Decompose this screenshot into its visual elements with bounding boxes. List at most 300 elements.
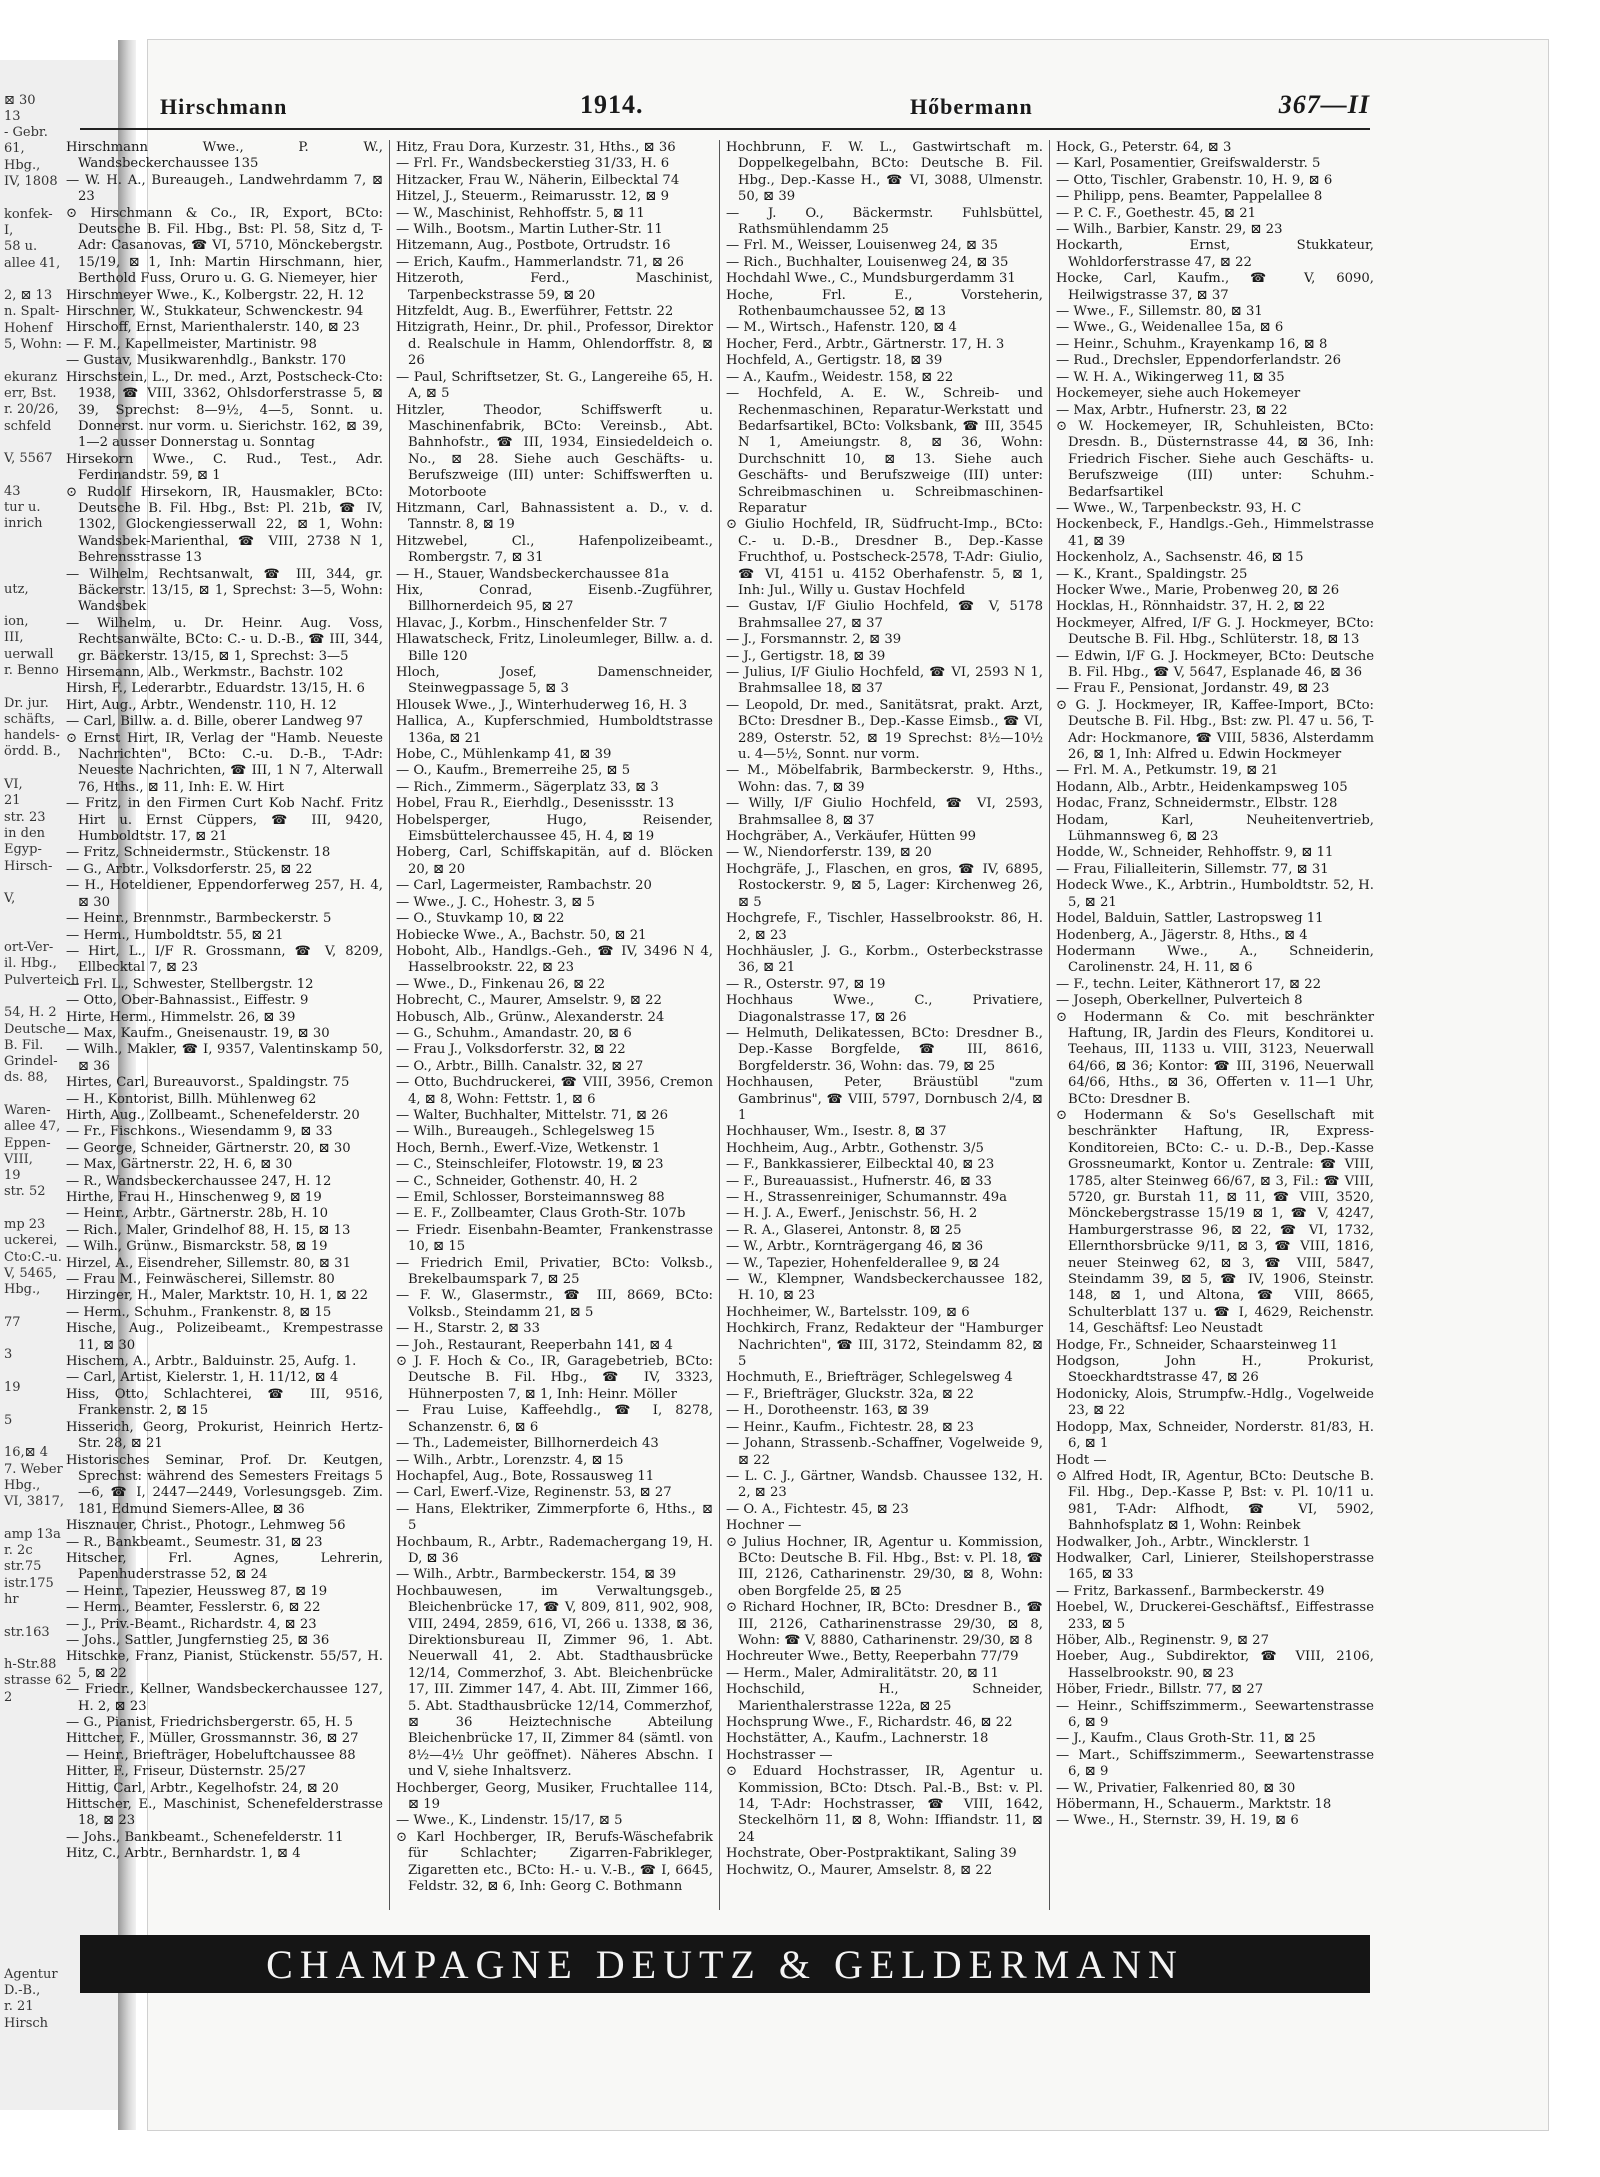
directory-entry: — F. M., Kapellmeister, Martinistr. 98: [66, 336, 317, 352]
directory-entry: — Frl. L., Schwester, Stellbergstr. 12: [66, 976, 314, 992]
directory-entry: Hitscher, Frl. Agnes, Lehrerin, Papenhuderstrasse 52, ⊠ 24: [66, 1550, 383, 1583]
directory-entry: Hock, G., Peterstr. 64, ⊠ 3: [1056, 140, 1232, 155]
directory-entry: — Frau M., Feinwäscherei, Sillemstr. 80: [66, 1272, 335, 1288]
directory-entry: — M., Wirtsch., Hafenstr. 120, ⊠ 4: [726, 320, 957, 336]
directory-entry: Hocker Wwe., Marie, Probenweg 20, ⊠ 26: [1056, 582, 1340, 598]
directory-entry: Hodgson, John H., Prokurist, Stoeckhardtstrasse 47, ⊠ 26: [1056, 1354, 1374, 1386]
directory-entry: Hochhaus Wwe., C., Privatiere, Diagonalstrasse 17, ⊠ 26: [726, 993, 1043, 1025]
directory-entry: Hirschoff, Ernst, Marienthalerstr. 140, ⊠ 23: [66, 320, 360, 336]
directory-entry: — H., Stauer, Wandsbeckerchaussee 81a: [396, 566, 670, 582]
directory-entry: — Julius, I/F Giulio Hochfeld, ☎ VI, 2593 N 1, Brahmsallee 18, ⊠ 37: [726, 665, 1043, 697]
directory-entry: — Gustav, Musikwarenhdlg., Bankstr. 170: [66, 353, 347, 369]
directory-entry: Hisserich, Georg, Prokurist, Heinrich Hertz-Str. 28, ⊠ 21: [66, 1419, 383, 1452]
directory-entry: Hochkirch, Franz, Redakteur der "Hamburger Nachrichten", ☎ III, 3172, Steindamm 82, ⊠ 5: [726, 1321, 1043, 1370]
directory-entry: Hockemeyer, siehe auch Hokemeyer: [1056, 386, 1301, 402]
directory-entry: Hirschner, W., Stukkateur, Schwenckestr. 94: [66, 304, 364, 320]
directory-entry: — Fritz, Barkassenf., Barmbeckerstr. 49: [1056, 1583, 1325, 1599]
directory-entry: Hitzemann, Aug., Postbote, Ortrudstr. 16: [396, 238, 671, 254]
directory-entry: ⊙ Julius Hochner, IR, Agentur u. Kommission, BCto: Deutsche B. Fil. Hbg., Bst: v. Pl. 18, ☎ III, 2126, Catharinenstr. 29/30, ⊠ 8, Wohn: oben Borgfelde 25, ⊠ 25: [726, 1534, 1043, 1599]
directory-entry: — K., Krant., Spaldingstr. 25: [1056, 566, 1248, 582]
directory-entry: — Max, Kaufm., Gneisenaustr. 19, ⊠ 30: [66, 1025, 330, 1041]
directory-entry: — Leopold, Dr. med., Sanitätsrat, prakt. Arzt, BCto: Dresdner B., Dep.-Kasse Eimsb., ☎ VI, 289, Osterstr. 52, ⊠ 19 Sprechst: 8½—10½ u. 4—5½, Sonnt. nur vorm.: [726, 697, 1043, 763]
previous-page-text-fragment: Hirsch-: [4, 858, 53, 874]
directory-entry: Hodam, Karl, Neuheitenvertrieb, Lühmannsweg 6, ⊠ 23: [1056, 812, 1374, 845]
directory-entry: Hochsprung Wwe., F., Richardstr. 46, ⊠ 22: [726, 1715, 1013, 1730]
directory-entry: — H., Starstr. 2, ⊠ 33: [396, 1321, 541, 1337]
directory-entry: Hische, Aug., Polizeibeamt., Krempestrasse 11, ⊠ 30: [66, 1321, 383, 1353]
previous-page-text-fragment: Agentur: [4, 1966, 58, 1982]
directory-entry: Hodde, W., Schneider, Rehhoffstr. 9, ⊠ 11: [1056, 845, 1334, 861]
directory-entry: Hodwalker, Carl, Linierer, Steilshoperstrasse 165, ⊠ 33: [1056, 1550, 1374, 1583]
directory-entry: — Joseph, Oberkellner, Pulverteich 8: [1056, 993, 1303, 1009]
previous-page-text-fragment: 2: [4, 1689, 13, 1705]
directory-entry: Hoboht, Alb., Handlgs.-Geh., ☎ IV, 3496 N 4, Hasselbrookstr. 22, ⊠ 23: [396, 943, 713, 976]
directory-entry: — W., Maschinist, Rehhoffstr. 5, ⊠ 11: [396, 205, 645, 221]
previous-page-text-fragment: ion,: [4, 614, 29, 630]
directory-entry: Hobusch, Alb., Grünw., Alexanderstr. 24: [396, 1009, 665, 1025]
directory-entry: Hockarth, Ernst, Stukkateur, Wohldorferstrasse 47, ⊠ 22: [1056, 238, 1374, 270]
column-3: [720, 140, 1050, 1910]
directory-entry: — Hirt, L., I/F R. Grossmann, ☎ V, 8209, Ellbecktal 7, ⊠ 23: [66, 943, 383, 976]
directory-entry: — Carl, Billw. a. d. Bille, oberer Landweg 97: [66, 714, 364, 730]
column-2: [390, 140, 720, 1910]
directory-entry: — Frau, Filialleiterin, Sillemstr. 77, ⊠ 31: [1056, 861, 1329, 877]
directory-entry: — J., Gertigstr. 18, ⊠ 39: [726, 648, 886, 664]
previous-page-text-fragment: Deutsche: [4, 1021, 66, 1037]
previous-page-text-fragment: h-Str.88: [4, 1657, 57, 1673]
previous-page-text-fragment: 58 u.: [4, 239, 38, 255]
previous-page-text-fragment: VI, 3817,: [4, 1494, 65, 1510]
directory-entry: ⊙ Hodermann & Co. mit beschränkter Haftung, IR, Jardin des Fleurs, Konditorei u. Teehaus, III, 1133 u. VIII, 3123, Neuerwall 64/66, ⊠ 36; Kontor: ☎ III, 3196, Neuerwall 64/66, Hths., ⊠ 36, Offerten v. 11—1 Uhr, BCto: Dresdner B.: [1056, 1009, 1374, 1107]
directory-entry: Hochgrefe, F., Tischler, Hasselbrookstr. 86, H. 2, ⊠ 23: [726, 911, 1043, 943]
previous-page-text-fragment: 13: [4, 108, 21, 124]
previous-page-text-fragment: 2, ⊠ 13: [4, 288, 53, 304]
directory-entry: Hitzwebel, Cl., Hafenpolizeibeamt., Rombergstr. 7, ⊠ 31: [396, 533, 713, 566]
directory-entry: Hloch, Josef, Damenschneider, Steinwegpassage 5, ⊠ 3: [396, 665, 713, 697]
directory-entry: Hitz, C., Arbtr., Bernhardstr. 1, ⊠ 4: [66, 1846, 301, 1862]
directory-entry: Hoebel, W., Druckerei-Geschäftsf., Eiffestrasse 233, ⊠ 5: [1056, 1600, 1374, 1632]
directory-entry: Hirzel, A., Eisendreher, Sillemstr. 80, ⊠ 31: [66, 1255, 351, 1271]
directory-entry: Hitzfeldt, Aug. B., Ewerführer, Fettstr. 22: [396, 304, 674, 320]
directory-entry: Hodge, Fr., Schneider, Schaarsteinweg 11: [1056, 1337, 1339, 1353]
directory-entry: Hirsemann, Alb., Werkmstr., Bachstr. 102: [66, 665, 344, 680]
directory-entry: ⊙ J. F. Hoch & Co., IR, Garagebetrieb, BCto: Deutsche B. Fil. Hbg., ☎ IV, 3323, Hühnerposten 7, ⊠ 1, Inh: Heinr. Möller: [396, 1354, 713, 1402]
previous-page-text-fragment: uckerei,: [4, 1233, 58, 1249]
directory-entry: — Carl, Ewerf.-Vize, Reginenstr. 53, ⊠ 27: [396, 1485, 672, 1501]
previous-page-text-fragment: V, 5567: [4, 451, 53, 467]
directory-entry: Hoch, Bernh., Ewerf.-Vize, Wetkenstr. 1: [396, 1140, 661, 1156]
directory-entry: — Wwe., G., Weidenallee 15a, ⊠ 6: [1056, 320, 1284, 336]
directory-entry: — Otto, Buchdruckerei, ☎ VIII, 3956, Cremon 4, ⊠ 8, Wohn: Fettstr. 1, ⊠ 6: [396, 1075, 713, 1107]
directory-entry: — Carl, Lagermeister, Rambachstr. 20: [396, 878, 652, 894]
previous-page-text-fragment: ds. 88,: [4, 1070, 48, 1086]
directory-entry: — W., Klempner, Wandsbeckerchaussee 182, H. 10, ⊠ 23: [726, 1272, 1043, 1304]
previous-page-text-fragment: Hbg.,: [4, 1282, 41, 1298]
previous-page-text-fragment: utz,: [4, 581, 29, 597]
previous-page-text-fragment: schfeld: [4, 418, 52, 434]
directory-entry: — O., Stuvkamp 10, ⊠ 22: [396, 911, 565, 927]
directory-entry: — Edwin, I/F G. J. Hockmeyer, BCto: Deutsche B. Fil. Hbg., ☎ V, 5647, Esplanade 46, ⊠ 36: [1056, 648, 1374, 680]
directory-entry: Hirte, Herm., Himmelstr. 26, ⊠ 39: [66, 1009, 296, 1025]
directory-entry: Hodeck Wwe., K., Arbtrin., Humboldtstr. 52, H. 5, ⊠ 21: [1056, 878, 1374, 910]
directory-entry: Höbermann, H., Schauerm., Marktstr. 18: [1056, 1797, 1332, 1813]
directory-entry: Hlawatscheck, Fritz, Linoleumleger, Billw. a. d. Bille 120: [396, 632, 713, 664]
previous-page-text-fragment: hr: [4, 1591, 19, 1607]
directory-entry: — R., Wandsbeckerchaussee 247, H. 12: [66, 1173, 332, 1189]
previous-page-text-fragment: 7. Weber: [4, 1461, 63, 1477]
previous-page-text-fragment: mp 23: [4, 1217, 46, 1233]
previous-page-text-fragment: VI,: [4, 777, 23, 793]
directory-entry: Hobrecht, C., Maurer, Amselstr. 9, ⊠ 22: [396, 993, 662, 1009]
directory-entry: — H., Dorotheenstr. 163, ⊠ 39: [726, 1403, 929, 1419]
directory-entry: — J. O., Bäckermstr. Fuhlsbüttel, Rathsmühlendamm 25: [726, 205, 1043, 238]
directory-entry: — Philipp, pens. Beamter, Pappelallee 8: [1056, 189, 1323, 205]
directory-entry: — Herm., Humboldtstr. 55, ⊠ 21: [66, 927, 284, 943]
directory-entry: Hockmeyer, Alfred, I/F G. J. Hockmeyer, BCto: Deutsche B. Fil. Hbg., Schlüterstr. 18, ⊠ 13: [1056, 615, 1374, 648]
directory-entry: Hobe, C., Mühlenkamp 41, ⊠ 39: [396, 747, 612, 763]
directory-entry: ⊙ Giulio Hochfeld, IR, Südfrucht-Imp., BCto: C.- u. D.-B., Dresdner B., Dep.-Kasse Fruchthof, u. Postscheck-2578, T-Adr: Giulio, ☎ VI, 4151 u. 4152 Oberhafenstr. 5, ⊠ 1, Inh: Jul., Willy u. Gustav Hochfeld: [726, 517, 1043, 598]
directory-entry: Hirzinger, H., Maler, Marktstr. 10, H. 1, ⊠ 22: [66, 1288, 368, 1304]
directory-entry: — W., Niendorferstr. 139, ⊠ 20: [726, 845, 932, 861]
directory-entry: Hodopp, Max, Schneider, Norderstr. 81/83, H. 6, ⊠ 1: [1056, 1419, 1374, 1452]
directory-entry: — G., Pianist, Friedrichsbergerstr. 65, H. 5: [66, 1715, 354, 1730]
directory-entry: Hodel, Balduin, Sattler, Lastropsweg 11: [1056, 911, 1324, 927]
previous-page-text-fragment: I,: [4, 222, 14, 238]
directory-entry: — C., Schneider, Gothenstr. 40, H. 2: [396, 1173, 638, 1189]
previous-page-text-fragment: Hbg.,: [4, 1477, 41, 1493]
directory-entry: — W., Privatier, Falkenried 80, ⊠ 30: [1056, 1780, 1296, 1796]
previous-page-text-fragment: istr.175: [4, 1575, 54, 1591]
directory-entry: — Frau J., Volksdorferstr. 32, ⊠ 22: [396, 1042, 626, 1058]
directory-entry: Hirsekorn Wwe., C. Rud., Test., Adr. Ferdinandstr. 59, ⊠ 1: [66, 451, 383, 484]
directory-entry: Höber, Friedr., Billstr. 77, ⊠ 27: [1056, 1682, 1264, 1698]
directory-entry: Hitschke, Franz, Pianist, Stückenstr. 55/57, H. 5, ⊠ 22: [66, 1649, 383, 1681]
directory-entry: Hittscher, E., Maschinist, Schenefelderstrasse 18, ⊠ 23: [66, 1797, 383, 1829]
previous-page-text-fragment: Grindel-: [4, 1054, 58, 1070]
directory-entry: Hochhauser, Wm., Isestr. 8, ⊠ 37: [726, 1124, 947, 1140]
previous-page-text-fragment: 5: [4, 1412, 13, 1428]
previous-page-text-fragment: V, 5465,: [4, 1265, 57, 1281]
previous-page-text-fragment: r. 20/26,: [4, 402, 59, 418]
directory-entry: — O., Kaufm., Bremerreihe 25, ⊠ 5: [396, 763, 631, 779]
directory-entry: — Heinr., Tapezier, Heussweg 87, ⊠ 19: [66, 1583, 328, 1599]
previous-page-text-fragment: strasse 62: [4, 1673, 72, 1689]
directory-entry: Hisznauer, Christ., Photogr., Lehmweg 56: [66, 1518, 346, 1534]
directory-entry: Hobiecke Wwe., A., Bachstr. 50, ⊠ 21: [396, 927, 647, 943]
directory-entry: Hirschstein, L., Dr. med., Arzt, Postscheck-Cto: 1938, ☎ VIII, 3362, Ohlsdorferstrasse 5, ⊠ 39, Sprechst: 8—9½, 4—5, Sonnt. u. Donnerst. nur vorm. u. Sierichstr. 162, ⊠ 39, 1—2 ausser Donnerstag u. Sonntag: [66, 369, 383, 451]
previous-page-text-fragment: 61,: [4, 141, 25, 157]
directory-entry: Hochheim, Aug., Arbtr., Gothenstr. 3/5: [726, 1140, 984, 1156]
directory-entry: ⊙ Karl Hochberger, IR, Berufs-Wäschefabrik für Schlachter; Zigarren-Fabrikleger, Zigaretten etc., BCto: H.- u. V.-B., ☎ I, 6645, Feldstr. 32, ⊠ 6, Inh: Georg C. Bothmann: [396, 1829, 713, 1895]
previous-page-text-fragment: ⊠ 30: [4, 92, 36, 108]
directory-entry: — W., Tapezier, Hohenfelderallee 9, ⊠ 24: [726, 1255, 1000, 1271]
directory-entry: ⊙ Hirschmann & Co., IR, Export, BCto: Deutsche B. Fil. Hbg., Bst: Pl. 58, Sitz d, T-Adr: Casanovas, ☎ VI, 5710, Mönckebergstr. 15/19, ⊠ 1, Inh: Martin Hirschmann, hier, Berthold Fuss, Oruro u. G. G. Niemeyer, hier: [66, 205, 383, 287]
previous-page-text-fragment: schäfts,: [4, 711, 55, 727]
directory-entry: — J., Priv.-Beamt., Richardstr. 4, ⊠ 23: [66, 1616, 317, 1632]
directory-entry: Hitzmann, Carl, Bahnassistent a. D., v. d. Tannstr. 8, ⊠ 19: [396, 500, 713, 533]
previous-page-text-fragment: uerwall: [4, 646, 54, 662]
directory-entry: — O., Arbtr., Billh. Canalstr. 32, ⊠ 27: [396, 1058, 644, 1074]
directory-entry: — Paul, Schriftsetzer, St. G., Langereihe 65, H. A, ⊠ 5: [396, 369, 713, 402]
header-year: 1914.: [580, 90, 644, 119]
directory-entry: — Otto, Ober-Bahnassist., Eiffestr. 9: [66, 993, 309, 1009]
previous-page-text-fragment: Egyp-: [4, 842, 42, 858]
previous-page-text-fragment: r. 21: [4, 1999, 34, 2015]
previous-page-text-fragment: str. 52: [4, 1184, 46, 1200]
previous-page-text-fragment: 43: [4, 483, 21, 499]
previous-page-text-fragment: 77: [4, 1314, 21, 1330]
directory-entry: — C., Steinschleifer, Flotowstr. 19, ⊠ 23: [396, 1157, 664, 1173]
directory-entry: — L. C. J., Gärtner, Wandsb. Chaussee 132, H. 2, ⊠ 23: [726, 1468, 1043, 1501]
previous-page-text-fragment: - Gebr.: [4, 125, 48, 141]
directory-entry: — H., Strassenreiniger, Schumannstr. 49a: [726, 1190, 1008, 1205]
previous-page-text-fragment: B. Fil.: [4, 1037, 44, 1053]
previous-page-text-fragment: V,: [4, 891, 16, 907]
previous-page-text-fragment: ördd. B.,: [4, 744, 61, 760]
directory-entry: — Karl, Posamentier, Greifswalderstr. 5: [1056, 156, 1321, 172]
directory-entry: — H. J. A., Ewerf., Jenischstr. 56, H. 2: [726, 1206, 978, 1222]
previous-page-text-fragment: ort-Ver-: [4, 940, 54, 956]
directory-entry: — Gustav, I/F Giulio Hochfeld, ☎ V, 5178 Brahmsallee 27, ⊠ 37: [726, 599, 1043, 631]
directory-entry: — Heinr., Arbtr., Gärtnerstr. 28b, H. 10: [66, 1206, 329, 1222]
directory-entry: Hirtes, Carl, Bureauvorst., Spaldingstr. 75: [66, 1075, 350, 1091]
directory-entry: Hoche, Frl. E., Vorsteherin, Rothenbaumchaussee 52, ⊠ 13: [726, 287, 1043, 320]
previous-page-text-fragment: str. 23: [4, 809, 46, 825]
directory-entry: — Herm., Beamter, Fesslerstr. 6, ⊠ 22: [66, 1600, 321, 1616]
directory-entry: Hlavac, J., Korbm., Hinschenfelder Str. 7: [396, 615, 668, 631]
directory-entry: Historisches Seminar, Prof. Dr. Keutgen, Sprechst: während des Semesters Freitags 5—6, ☎ I, 2447—2449, Vorlesungsgeb. Zim. 181, Edmund Siemers-Allee, ⊠ 36: [66, 1452, 383, 1517]
directory-entry: — Wwe., K., Lindenstr. 15/17, ⊠ 5: [396, 1813, 623, 1829]
directory-entry: Hobel, Frau R., Eierhdlg., Desenissstr. 13: [396, 796, 675, 812]
directory-entry: — Max, Arbtr., Hufnerstr. 23, ⊠ 22: [1056, 402, 1288, 418]
directory-entry: Hochfeld, A., Gertigstr. 18, ⊠ 39: [726, 353, 943, 369]
previous-page-text-fragment: [0, 1918, 118, 1934]
directory-entry: — Fritz, in den Firmen Curt Kob Nachf. Fritz Hirt u. Ernst Cüppers, ☎ III, 9420, Humboldtstr. 17, ⊠ 21: [66, 796, 383, 845]
column-1: [60, 140, 390, 1910]
page-number: 367—II: [1278, 90, 1370, 119]
directory-entry: — Friedr. Eisenbahn-Beamter, Frankenstrasse 10, ⊠ 15: [396, 1222, 713, 1255]
directory-entry: Hockenholz, A., Sachsenstr. 46, ⊠ 15: [1056, 550, 1304, 566]
directory-entry: — G., Schuhm., Amandastr. 20, ⊠ 6: [396, 1025, 632, 1041]
directory-entry: ⊙ Alfred Hodt, IR, Agentur, BCto: Deutsche B. Fil. Hbg., Dep.-Kasse P, Bst: v. Pl. 10/11 u. 981, T-Adr: Alfhodt, ☎ VI, 5902, Bahnhofsplatz ⊠ 1, Wohn: Reinbek: [1056, 1468, 1374, 1534]
previous-page-text-fragment: [0, 60, 118, 76]
directory-entry: — Frau F., Pensionat, Jordanstr. 49, ⊠ 23: [1056, 681, 1330, 697]
directory-entry: — Rich., Buchhalter, Louisenweg 24, ⊠ 35: [726, 254, 1009, 270]
directory-entry: — Helmuth, Delikatessen, BCto: Dresdner B., Dep.-Kasse Borgfelde, ☎ III, 8616, Borgfelderstr. 36, Wohn: das. 79, ⊠ 25: [726, 1025, 1043, 1074]
directory-entry: Hitzler, Theodor, Schiffswerft u. Maschinenfabrik, BCto: Vereinsb., Abt. Bahnhofstr., ☎ III, 1934, Einsiedeldeich o. No., ⊠ 28. Siehe auch Geschäfts- u. Berufszweige (III) unter: Schiffswerften u. Motorboote: [396, 402, 713, 500]
previous-page-text-fragment: amp 13a: [4, 1526, 61, 1542]
directory-entry: ⊙ Richard Hochner, IR, BCto: Dresdner B., ☎ III, 2126, Catharinenstrasse 29/30, ⊠ 8, Wohn: ☎ V, 8880, Catharinenstr. 29/30, ⊠ 8: [726, 1600, 1043, 1648]
directory-entry: — Otto, Tischler, Grabenstr. 10, H. 9, ⊠ 6: [1056, 172, 1333, 188]
directory-entry: Hochgräber, A., Verkäufer, Hütten 99: [726, 829, 977, 845]
directory-entry: Hochreuter Wwe., Betty, Reeperbahn 77/79: [726, 1649, 1019, 1665]
directory-entry: — Rich., Maler, Grindelhof 88, H. 15, ⊠ 13: [66, 1222, 351, 1238]
directory-entry: Hitzeroth, Ferd., Maschinist, Tarpenbeckstrasse 59, ⊠ 20: [396, 271, 713, 303]
previous-page-text-fragment: allee 47,: [4, 1119, 61, 1135]
directory-entry: Hodwalker, Joh., Arbtr., Wincklerstr. 1: [1056, 1534, 1312, 1550]
directory-entry: Hodermann Wwe., A., Schneiderin, Carolinenstr. 24, H. 11, ⊠ 6: [1056, 943, 1374, 976]
previous-page-text-fragment: IV, 1808: [4, 174, 58, 190]
directory-entry: Hochdahl Wwe., C., Mundsburgerdamm 31: [726, 271, 1016, 287]
directory-entry: Hochgräfe, J., Flaschen, en gros, ☎ IV, 6895, Rostockerstr. 9, ⊠ 5, Lager: Kirchenweg 26, ⊠ 5: [726, 861, 1043, 910]
directory-entry: Hirsh, F., Lederarbtr., Eduardstr. 13/15, H. 6: [66, 681, 365, 697]
directory-entry: Hirthe, Frau H., Hinschenweg 9, ⊠ 19: [66, 1190, 322, 1205]
previous-page-text-fragment: inrich: [4, 516, 43, 532]
directory-entry: — Joh., Restaurant, Reeperbahn 141, ⊠ 4: [396, 1337, 673, 1353]
directory-entry: Hocke, Carl, Kaufm., ☎ V, 6090, Heilwigstrasse 37, ⊠ 37: [1056, 271, 1374, 303]
directory-entry: — Wwe., H., Sternstr. 39, H. 19, ⊠ 6: [1056, 1813, 1299, 1829]
directory-entry: Hochbaum, R., Arbtr., Rademachergang 19, H. D, ⊠ 36: [396, 1534, 713, 1566]
directory-entry: — A., Kaufm., Weidestr. 158, ⊠ 22: [726, 369, 954, 385]
previous-page-text-fragment: Eppen-: [4, 1135, 51, 1151]
directory-entry: Hitzacker, Frau W., Näherin, Eilbecktal 74: [396, 172, 680, 188]
directory-entry: — Heinr., Brennmstr., Barmbeckerstr. 5: [66, 911, 332, 927]
directory-entry: Hodt —: [1056, 1452, 1107, 1468]
directory-entry: — Fr., Fischkons., Wiesendamm 9, ⊠ 33: [66, 1124, 333, 1140]
directory-entry: Hirt, Aug., Arbtr., Wendenstr. 110, H. 12: [66, 697, 337, 713]
directory-entry: — R., Osterstr. 97, ⊠ 19: [726, 976, 886, 992]
directory-entry: Hochstätter, A., Kaufm., Lachnerstr. 18: [726, 1731, 989, 1747]
directory-entry: — Frl. Fr., Wandsbeckerstieg 31/33, H. 6: [396, 156, 670, 172]
directory-entry: — Wilhelm, Rechtsanwalt, ☎ III, 344, gr. Bäckerstr. 13/15, ⊠ 1, Sprechst: 3—5, Wohn: Wandsbek: [66, 566, 383, 615]
previous-page-text-fragment: 5, Wohn:: [4, 337, 62, 353]
directory-entry: — Heinr., Kaufm., Fichtestr. 28, ⊠ 23: [726, 1419, 974, 1435]
directory-entry: — F., Bankkassierer, Eilbecktal 40, ⊠ 23: [726, 1157, 995, 1173]
directory-entry: — Wilh., Bureaugeh., Schlegelsweg 15: [396, 1124, 655, 1140]
directory-entry: Hochstrate, Ober-Postpraktikant, Saling 39: [726, 1846, 1017, 1862]
directory-entry: — Wilhelm, u. Dr. Heinr. Aug. Voss, Rechtsanwälte, BCto: C.- u. D.-B., ☎ III, 344, gr. Bäckerstr. 13/15, ⊠ 1, Sprechst: 3—5: [66, 615, 383, 664]
directory-entry: — E. F., Zollbeamter, Claus Groth-Str. 107b: [396, 1206, 686, 1222]
directory-entry: — Mart., Schiffszimmerm., Seewartenstrasse 6, ⊠ 9: [1056, 1747, 1374, 1780]
directory-entry: ⊙ Ernst Hirt, IR, Verlag der "Hamb. Neueste Nachrichten", BCto: C.-u. D.-B., T-Adr: Neueste Nachrichten, ☎ III, 1 N 7, Alterwall 76, Hths., ⊠ 11, Inh: E. W. Hirt: [66, 730, 383, 795]
directory-entry: Hochbrunn, F. W. L., Gastwirtschaft m. Doppelkegelbahn, BCto: Deutsche B. Fil. Hbg., Dep.-Kasse H., ☎ VI, 3088, Ulmenstr. 50, ⊠ 39: [726, 140, 1043, 205]
directory-entry: — Wilh., Arbtr., Barmbeckerstr. 154, ⊠ 39: [396, 1567, 677, 1583]
previous-page-text-fragment: 19: [4, 1168, 21, 1184]
previous-page-text-fragment: konfek-: [4, 206, 53, 222]
previous-page-text-fragment: Dr. jur.: [4, 695, 49, 711]
previous-page-text-fragment: Hohenf: [4, 320, 53, 336]
directory-entry: Hoeber, Aug., Subdirektor, ☎ VIII, 2106, Hasselbrookstr. 90, ⊠ 23: [1056, 1649, 1374, 1681]
directory-entry: — George, Schneider, Gärtnerstr. 20, ⊠ 30: [66, 1140, 351, 1156]
directory-entry: Hodenberg, A., Jägerstr. 8, Hths., ⊠ 4: [1056, 927, 1308, 943]
column-4: [1050, 140, 1380, 1910]
directory-entry: — Wwe., D., Finkenau 26, ⊠ 22: [396, 976, 606, 992]
directory-entry: Hochwitz, O., Maurer, Amselstr. 8, ⊠ 22: [726, 1862, 993, 1878]
directory-entry: — R. A., Glaserei, Antonstr. 8, ⊠ 25: [726, 1222, 962, 1238]
previous-page-text-fragment: r. Benno: [4, 662, 59, 678]
directory-entry: — J., Forsmannstr. 2, ⊠ 39: [726, 632, 902, 648]
directory-entry: Hix, Conrad, Eisenb.-Zugführer, Billhornerdeich 95, ⊠ 27: [396, 582, 713, 615]
previous-page-text-fragment: Hirsch: [4, 2015, 49, 2031]
directory-entry: — F., Briefträger, Gluckstr. 32a, ⊠ 22: [726, 1386, 974, 1402]
directory-entry: — Wwe., W., Tarpenbeckstr. 93, H. C: [1056, 500, 1302, 516]
directory-entry: Hittcher, F., Müller, Grossmannstr. 36, ⊠ 27: [66, 1731, 359, 1747]
previous-page-text-fragment: tur u.: [4, 500, 41, 516]
directory-entry: — Wilh., Barbier, Kanstr. 29, ⊠ 23: [1056, 222, 1283, 238]
directory-entry: — Friedrich Emil, Privatier, BCto: Volksb., Brekelbaumspark 7, ⊠ 25: [396, 1255, 713, 1288]
previous-page-text-fragment: III,: [4, 630, 24, 646]
directory-entry: — R., Bankbeamt., Seumestr. 31, ⊠ 23: [66, 1534, 323, 1550]
directory-entry: Hockenbeck, F., Handlgs.-Geh., Himmelstrasse 41, ⊠ 39: [1056, 517, 1374, 549]
directory-entry: — Emil, Schlosser, Borsteimannsweg 88: [396, 1190, 665, 1205]
directory-entry: — Wwe., F., Sillemstr. 80, ⊠ 31: [1056, 304, 1263, 320]
directory-entry: Hochmuth, E., Briefträger, Schlegelsweg 4: [726, 1370, 1013, 1386]
previous-page-text-fragment: il. Hbg.,: [4, 956, 57, 972]
directory-entry: Hochhäusler, J. G., Korbm., Osterbeckstrasse 36, ⊠ 21: [726, 943, 1043, 976]
directory-entry: — Herm., Maler, Admiralitätstr. 20, ⊠ 11: [726, 1665, 999, 1681]
directory-entry: Hallica, A., Kupferschmied, Humboldtstrasse 136a, ⊠ 21: [396, 714, 713, 746]
directory-entry: — Hans, Elektriker, Zimmerpforte 6, Hths., ⊠ 5: [396, 1501, 713, 1534]
directory-entry: — G., Arbtr., Volksdorferstr. 25, ⊠ 22: [66, 861, 313, 877]
previous-page-text-fragment: 19: [4, 1380, 21, 1396]
directory-entry: — H., Kontorist, Billh. Mühlenweg 62: [66, 1091, 317, 1107]
previous-page-text-fragment: allee 41,: [4, 255, 61, 271]
directory-entry: Hodac, Franz, Schneidermstr., Elbstr. 128: [1056, 796, 1338, 812]
previous-page-text-fragment: 21: [4, 793, 21, 809]
directory-entry: — Wilh., Bootsm., Martin Luther-Str. 11: [396, 222, 663, 238]
directory-entry: — Frl. M. A., Petkumstr. 19, ⊠ 21: [1056, 763, 1279, 779]
directory-entry: Hochapfel, Aug., Bote, Rossausweg 11: [396, 1468, 655, 1484]
directory-entry: — Willy, I/F Giulio Hochfeld, ☎ VI, 2593, Brahmsallee 8, ⊠ 37: [726, 796, 1043, 828]
directory-columns: [60, 140, 1380, 1910]
directory-entry: — M., Möbelfabrik, Barmbeckerstr. 9, Hths., Wohn: das. 7, ⊠ 39: [726, 763, 1043, 795]
header-right-keyword: Hőbermann: [910, 94, 1033, 119]
directory-entry: Hischem, A., Arbtr., Balduinstr. 25, Aufg. 1.: [66, 1354, 357, 1370]
previous-page-text-fragment: Cto:C.-u.: [4, 1249, 62, 1265]
directory-entry: Hochstrasser —: [726, 1747, 833, 1763]
directory-entry: — Wilh., Arbtr., Lorenzstr. 4, ⊠ 15: [396, 1452, 624, 1468]
previous-page-text-fragment: Waren-: [4, 1103, 51, 1118]
directory-entry: Hochschild, H., Schneider, Marienthalerstrasse 122a, ⊠ 25: [726, 1682, 1043, 1714]
directory-entry: — J., Kaufm., Claus Groth-Str. 11, ⊠ 25: [1056, 1731, 1316, 1747]
directory-entry: ⊙ Eduard Hochstrasser, IR, Agentur u. Kommission, BCto: Dtsch. Pal.-B., Bst: v. Pl. 14, T-Adr: Hochstrasser, ☎ VIII, 1642, Steckelhörn 11, ⊠ 8, Wohn: Iffiandstr. 11, ⊠ 24: [726, 1764, 1043, 1845]
directory-entry: — W. H. A., Wikingerweg 11, ⊠ 35: [1056, 369, 1285, 385]
previous-page-text-fragment: 3: [4, 1347, 13, 1363]
previous-page-text-fragment: str.163: [4, 1624, 50, 1640]
directory-entry: Hitz, Frau Dora, Kurzestr. 31, Hths., ⊠ 36: [396, 140, 676, 155]
directory-entry: ⊙ Hodermann & So's Gesellschaft mit beschränkter Haftung, IR, Express-Konditoreien, BCto: C.- u. D.-B., Dep.-Kasse Grossneumarkt, Kontor u. Zentrale: ☎ VIII, 1785, alter Steinweg 66/67, ⊠ 3, Fil.: ☎ VIII, 5720, gr. Burstah 11, ⊠ 11, ☎ VIII, 3520, Mönckebergstrasse 15/19 ⊠ 1, ☎ V, 4247, Hamburgerstrasse 96, ⊠ 22, ☎ VI, 1732, Ellernthorsbrücke 9/11, ⊠ 3, ☎ VIII, 1816, neuer Steinweg 62, ⊠ 3, ☎ VIII, 5847, Steindamm 39, ⊠ 5, ☎ IV, 1906, Steinstr. 148, ⊠ 1, und Altona, ☎ VIII, 8665, Schulterblatt 137 u. ☎ I, 4629, Reichenstr. 14, Geschäftsf: Leo Neustadt: [1056, 1107, 1374, 1337]
directory-entry: Hiss, Otto, Schlachterei, ☎ III, 9516, Frankenstr. 2, ⊠ 15: [66, 1386, 383, 1419]
directory-entry: — W., Arbtr., Kornträgergang 46, ⊠ 36: [726, 1239, 984, 1255]
previous-page-text-fragment: VIII,: [4, 1151, 33, 1167]
previous-page-text-fragment: D.-B.,: [4, 1983, 41, 1999]
previous-page-text-fragment: Pulverteich: [4, 972, 80, 988]
previous-page-text-fragment: in den: [4, 825, 46, 841]
previous-page-text-fragment: n. Spalt-: [4, 304, 60, 320]
directory-entry: Hitzel, J., Steuerm., Reimarusstr. 12, ⊠ 9: [396, 189, 670, 205]
directory-entry: — Walter, Buchhalter, Mittelstr. 71, ⊠ 26: [396, 1107, 669, 1123]
directory-entry: Hobelsperger, Hugo, Reisender, Eimsbüttelerchaussee 45, H. 4, ⊠ 19: [396, 812, 713, 845]
directory-entry: — O. A., Fichtestr. 45, ⊠ 23: [726, 1501, 909, 1517]
header-left-keyword: Hirschmann: [160, 94, 288, 119]
directory-entry: — Wilh., Grünw., Bismarckstr. 58, ⊠ 19: [66, 1239, 328, 1255]
directory-entry: Hoberg, Carl, Schiffskapitän, auf d. Blöcken 20, ⊠ 20: [396, 845, 713, 877]
directory-entry: ⊙ W. Hockemeyer, IR, Schuhleisten, BCto: Dresdn. B., Düsternstrasse 44, ⊠ 36, Inh: Friedrich Fischer. Siehe auch Geschäfts- u. Berufszweige (III) unter: Schuhm.-Bedarfsartikel: [1056, 418, 1374, 500]
directory-entry: Höber, Alb., Reginenstr. 9, ⊠ 27: [1056, 1632, 1269, 1648]
directory-entry: — Wwe., J. C., Hohestr. 3, ⊠ 5: [396, 894, 595, 910]
directory-entry: — Th., Lademeister, Billhornerdeich 43: [396, 1436, 659, 1452]
directory-entry: — Rud., Drechsler, Eppendorferlandstr. 26: [1056, 353, 1341, 369]
previous-page-text-fragment: 54, H. 2: [4, 1005, 57, 1021]
directory-entry: Hochberger, Georg, Musiker, Fruchtallee 114, ⊠ 19: [396, 1780, 713, 1813]
previous-page-text-fragment: str.75: [4, 1559, 42, 1575]
directory-entry: Hochner —: [726, 1518, 802, 1534]
directory-entry: Hirth, Aug., Zollbeamt., Schenefelderstr. 20: [66, 1107, 360, 1123]
directory-entry: Hirschmann Wwe., P. W., Wandsbeckerchaussee 135: [66, 140, 383, 172]
directory-entry: Hocklas, H., Rönnhaidstr. 37, H. 2, ⊠ 22: [1056, 599, 1326, 615]
directory-entry: — Heinr., Schiffszimmerm., Seewartenstrasse 6, ⊠ 9: [1056, 1698, 1374, 1730]
directory-entry: Hochhausen, Peter, Bräustübl "zum Gambrinus", ☎ VIII, 5797, Dornbusch 2/4, ⊠ 1: [726, 1075, 1043, 1123]
